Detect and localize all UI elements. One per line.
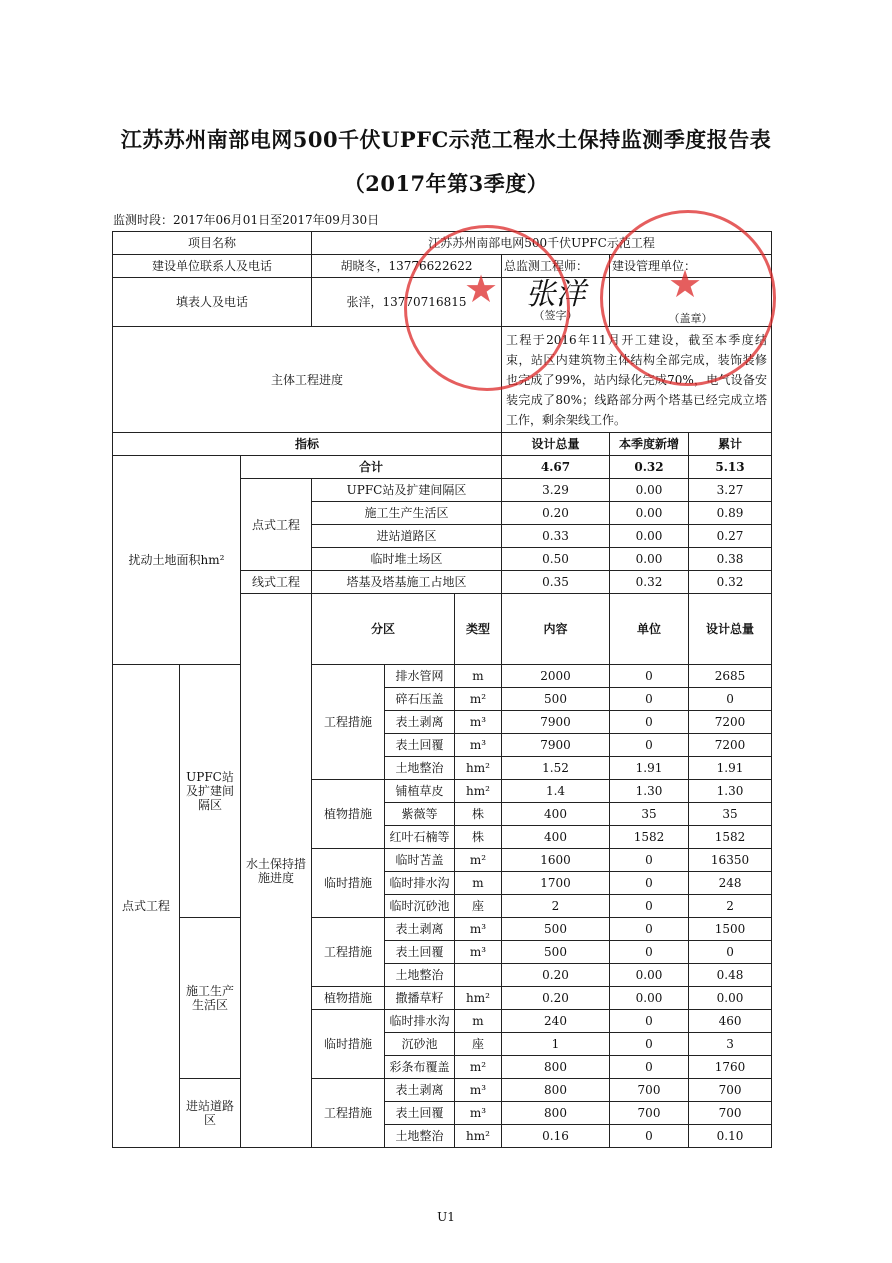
measure-unit: m² bbox=[455, 1056, 502, 1079]
measure-new: 0 bbox=[610, 1125, 689, 1148]
report-subtitle: （2017年第3季度） bbox=[343, 171, 549, 196]
total-label: 合计 bbox=[241, 456, 502, 479]
measure-cum: 1500 bbox=[689, 918, 772, 941]
measure-type: 工程措施 bbox=[312, 918, 385, 987]
measure-cum: 2 bbox=[689, 895, 772, 918]
measure-new: 700 bbox=[610, 1079, 689, 1102]
measure-content: 碎石压盖 bbox=[385, 688, 455, 711]
area-new: 0.32 bbox=[610, 571, 689, 594]
measure-unit: m bbox=[455, 872, 502, 895]
measure-new: 0 bbox=[610, 734, 689, 757]
measure-new: 1.30 bbox=[610, 780, 689, 803]
contact-value: 胡晓冬，13776622622 bbox=[312, 255, 502, 278]
signature-cell bbox=[502, 278, 610, 327]
measure-content: 临时排水沟 bbox=[385, 872, 455, 895]
measure-unit: m² bbox=[455, 688, 502, 711]
measure-unit: m³ bbox=[455, 918, 502, 941]
measure-unit: m³ bbox=[455, 734, 502, 757]
measure-cum: 2685 bbox=[689, 665, 772, 688]
report-title: 江苏苏州南部电网500千伏UPFC示范工程水土保持监测季度报告表 bbox=[120, 127, 772, 152]
measure-unit: 株 bbox=[455, 826, 502, 849]
measure-new: 35 bbox=[610, 803, 689, 826]
measure-design: 0.16 bbox=[502, 1125, 610, 1148]
filler-label: 填表人及电话 bbox=[113, 278, 312, 327]
measure-cum: 248 bbox=[689, 872, 772, 895]
measure-new: 1.91 bbox=[610, 757, 689, 780]
header-content: 内容 bbox=[502, 594, 610, 665]
measure-design: 7900 bbox=[502, 711, 610, 734]
measure-unit: m³ bbox=[455, 941, 502, 964]
measure-design: 800 bbox=[502, 1102, 610, 1125]
area-new: 0.00 bbox=[610, 502, 689, 525]
measure-design: 800 bbox=[502, 1079, 610, 1102]
measure-content: 沉砂池 bbox=[385, 1033, 455, 1056]
measure-design: 1.52 bbox=[502, 757, 610, 780]
zone-name: 进站道路区 bbox=[180, 1079, 241, 1148]
header-type: 类型 bbox=[455, 594, 502, 665]
zone-name: UPFC站及扩建间隔区 bbox=[180, 665, 241, 918]
measures-point-label: 点式工程 bbox=[113, 665, 180, 1148]
measure-content: 表土剥离 bbox=[385, 711, 455, 734]
company-seal-star: ★ bbox=[668, 262, 703, 306]
measure-content: 表土回覆 bbox=[385, 734, 455, 757]
area-header-indicator: 指标 bbox=[113, 433, 502, 456]
measure-new: 0 bbox=[610, 1010, 689, 1033]
measure-design: 1700 bbox=[502, 872, 610, 895]
measure-unit: 座 bbox=[455, 1033, 502, 1056]
area-header-cum: 累计 bbox=[689, 433, 772, 456]
measure-row bbox=[113, 918, 772, 941]
line-project-label: 线式工程 bbox=[241, 571, 312, 594]
area-new: 0.00 bbox=[610, 548, 689, 571]
measure-content: 红叶石楠等 bbox=[385, 826, 455, 849]
project-name-value: 江苏苏州南部电网500千伏UPFC示范工程 bbox=[312, 232, 772, 255]
measure-unit: m² bbox=[455, 849, 502, 872]
measure-content: 土地整治 bbox=[385, 964, 455, 987]
total-new: 0.32 bbox=[610, 456, 689, 479]
measure-new: 0 bbox=[610, 872, 689, 895]
area-zone-name: 施工生产生活区 bbox=[312, 502, 502, 525]
header-unit: 单位 bbox=[610, 594, 689, 665]
measure-content: 表土剥离 bbox=[385, 1079, 455, 1102]
measure-new: 0 bbox=[610, 895, 689, 918]
measure-design: 1 bbox=[502, 1033, 610, 1056]
area-new: 0.00 bbox=[610, 479, 689, 502]
measure-unit: hm² bbox=[455, 780, 502, 803]
measure-cum: 1.30 bbox=[689, 780, 772, 803]
measure-cum: 0.48 bbox=[689, 964, 772, 987]
measure-new: 0.00 bbox=[610, 964, 689, 987]
measure-new: 0 bbox=[610, 688, 689, 711]
measure-new: 0 bbox=[610, 1033, 689, 1056]
measure-design: 7900 bbox=[502, 734, 610, 757]
measure-cum: 0.00 bbox=[689, 987, 772, 1010]
area-cum: 0.27 bbox=[689, 525, 772, 548]
measure-content: 土地整治 bbox=[385, 1125, 455, 1148]
measure-type: 临时措施 bbox=[312, 1010, 385, 1079]
measure-new: 0.00 bbox=[610, 987, 689, 1010]
measure-unit: m bbox=[455, 665, 502, 688]
measure-unit: m³ bbox=[455, 1102, 502, 1125]
header-design: 设计总量 bbox=[689, 594, 772, 665]
seal-note: （盖章） bbox=[668, 312, 713, 325]
measure-cum: 1.91 bbox=[689, 757, 772, 780]
measure-cum: 0 bbox=[689, 688, 772, 711]
page-number: U1 bbox=[437, 1210, 455, 1224]
measure-cum: 0 bbox=[689, 941, 772, 964]
measure-design: 500 bbox=[502, 688, 610, 711]
measure-cum: 460 bbox=[689, 1010, 772, 1033]
measure-new: 1582 bbox=[610, 826, 689, 849]
area-cum: 0.38 bbox=[689, 548, 772, 571]
measure-design: 2 bbox=[502, 895, 610, 918]
measure-cum: 7200 bbox=[689, 711, 772, 734]
area-design: 0.50 bbox=[502, 548, 610, 571]
area-zone-name: 临时堆土场区 bbox=[312, 548, 502, 571]
measure-new: 700 bbox=[610, 1102, 689, 1125]
total-design: 4.67 bbox=[502, 456, 610, 479]
progress-text: 工程于2016年11月开工建设，截至本季度结束，站区内建筑物主体结构全部完成，装饰装修也完成了99%，站内绿化完成70%，电气设备安装完成了80%；线路部分两个塔基已经完成立塔工作，剩余架线工作。 bbox=[502, 327, 772, 433]
measure-design: 800 bbox=[502, 1056, 610, 1079]
total-cum: 5.13 bbox=[689, 456, 772, 479]
area-new: 0.00 bbox=[610, 525, 689, 548]
filler-value: 张洋，13770716815 bbox=[312, 278, 502, 327]
seal-cell bbox=[610, 278, 772, 327]
measure-new: 0 bbox=[610, 849, 689, 872]
area-cum: 0.32 bbox=[689, 571, 772, 594]
measure-new: 0 bbox=[610, 665, 689, 688]
area-zone-name: UPFC站及扩建间隔区 bbox=[312, 479, 502, 502]
measure-cum: 1582 bbox=[689, 826, 772, 849]
area-header-new: 本季度新增 bbox=[610, 433, 689, 456]
measure-cum: 700 bbox=[689, 1102, 772, 1125]
measure-row bbox=[113, 1079, 772, 1102]
measure-new: 0 bbox=[610, 918, 689, 941]
measure-unit: m³ bbox=[455, 711, 502, 734]
area-design: 0.20 bbox=[502, 502, 610, 525]
area-design: 0.33 bbox=[502, 525, 610, 548]
measure-unit: 株 bbox=[455, 803, 502, 826]
zone-name: 施工生产生活区 bbox=[180, 918, 241, 1079]
signature: 张洋 bbox=[525, 277, 586, 312]
measure-design: 240 bbox=[502, 1010, 610, 1033]
measure-design: 400 bbox=[502, 826, 610, 849]
manager-label: 建设管理单位： bbox=[610, 255, 772, 278]
measure-cum: 35 bbox=[689, 803, 772, 826]
measure-new: 0 bbox=[610, 941, 689, 964]
measure-content: 临时沉砂池 bbox=[385, 895, 455, 918]
area-cum: 3.27 bbox=[689, 479, 772, 502]
measure-type: 临时措施 bbox=[312, 849, 385, 918]
measure-type: 工程措施 bbox=[312, 665, 385, 780]
point-project-label: 点式工程 bbox=[241, 479, 312, 571]
measure-cum: 700 bbox=[689, 1079, 772, 1102]
measure-design: 0.20 bbox=[502, 987, 610, 1010]
measure-content: 铺植草皮 bbox=[385, 780, 455, 803]
area-design: 3.29 bbox=[502, 479, 610, 502]
area-zone-name: 塔基及塔基施工占地区 bbox=[312, 571, 502, 594]
measure-unit: 座 bbox=[455, 895, 502, 918]
area-cum: 0.89 bbox=[689, 502, 772, 525]
measure-content: 彩条布覆盖 bbox=[385, 1056, 455, 1079]
measure-content: 排水管网 bbox=[385, 665, 455, 688]
monitoring-period: 监测时段：2017年06月01日至2017年09月30日 bbox=[113, 213, 380, 227]
sign-note: （签字） bbox=[533, 309, 578, 322]
measure-design: 500 bbox=[502, 941, 610, 964]
header-zone: 分区 bbox=[312, 594, 455, 665]
measure-content: 临时排水沟 bbox=[385, 1010, 455, 1033]
progress-label: 主体工程进度 bbox=[113, 327, 502, 433]
area-header-design: 设计总量 bbox=[502, 433, 610, 456]
chief-engineer-label: 总监测工程师： bbox=[502, 255, 610, 278]
measure-cum: 16350 bbox=[689, 849, 772, 872]
measure-content: 表土剥离 bbox=[385, 918, 455, 941]
measure-unit: m³ bbox=[455, 1079, 502, 1102]
measure-cum: 3 bbox=[689, 1033, 772, 1056]
report-table bbox=[112, 231, 772, 1148]
measure-design: 2000 bbox=[502, 665, 610, 688]
measure-cum: 7200 bbox=[689, 734, 772, 757]
contact-label: 建设单位联系人及电话 bbox=[113, 255, 312, 278]
measure-new: 0 bbox=[610, 1056, 689, 1079]
project-seal-star: ★ bbox=[464, 267, 499, 311]
measure-unit: hm² bbox=[455, 987, 502, 1010]
measure-content: 表土回覆 bbox=[385, 941, 455, 964]
measures-group-label: 水土保持措施进度 bbox=[241, 594, 312, 1148]
measure-content: 临时苫盖 bbox=[385, 849, 455, 872]
measure-design: 0.20 bbox=[502, 964, 610, 987]
measure-design: 1.4 bbox=[502, 780, 610, 803]
measure-type: 工程措施 bbox=[312, 1079, 385, 1148]
measure-design: 1600 bbox=[502, 849, 610, 872]
measure-type: 植物措施 bbox=[312, 987, 385, 1010]
measure-cum: 0.10 bbox=[689, 1125, 772, 1148]
measure-design: 500 bbox=[502, 918, 610, 941]
measure-row bbox=[113, 665, 772, 688]
measure-design: 400 bbox=[502, 803, 610, 826]
area-zone-name: 进站道路区 bbox=[312, 525, 502, 548]
disturbed-area-label: 扰动土地面积hm² bbox=[113, 456, 241, 665]
measure-content: 紫薇等 bbox=[385, 803, 455, 826]
measure-new: 0 bbox=[610, 711, 689, 734]
measure-content: 土地整治 bbox=[385, 757, 455, 780]
measure-unit: m bbox=[455, 1010, 502, 1033]
measure-type: 植物措施 bbox=[312, 780, 385, 849]
measure-content: 表土回覆 bbox=[385, 1102, 455, 1125]
area-design: 0.35 bbox=[502, 571, 610, 594]
project-name-label: 项目名称 bbox=[113, 232, 312, 255]
measure-unit: hm² bbox=[455, 1125, 502, 1148]
measure-unit bbox=[455, 964, 502, 987]
measure-unit: hm² bbox=[455, 757, 502, 780]
measure-cum: 1760 bbox=[689, 1056, 772, 1079]
measure-content: 撒播草籽 bbox=[385, 987, 455, 1010]
